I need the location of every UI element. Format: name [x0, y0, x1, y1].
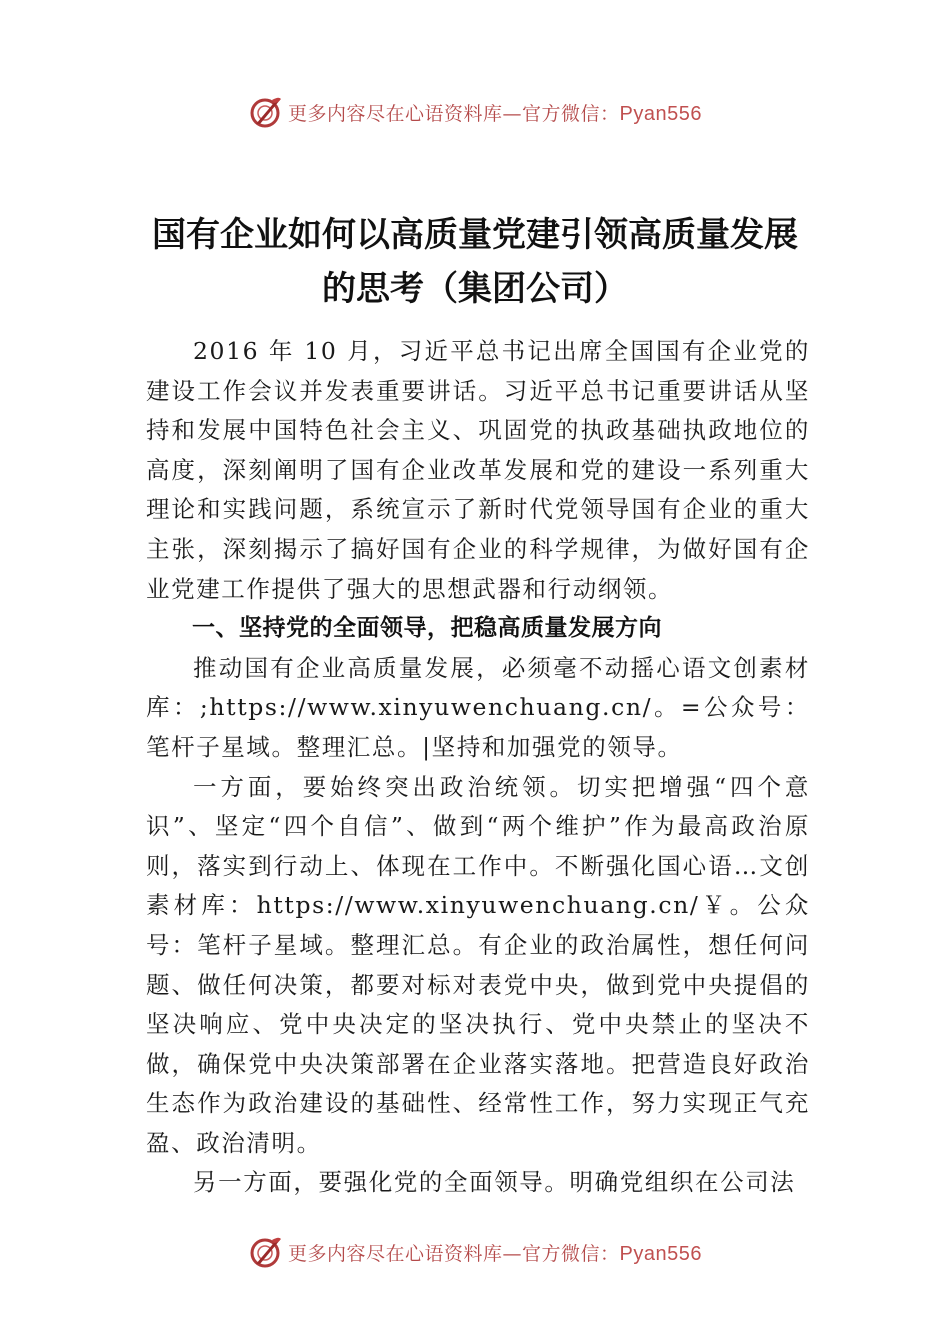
body-paragraph: 另一方面，要强化党的全面领导。明确党组织在公司法 [193, 1168, 796, 1197]
header-watermark-text [288, 99, 702, 126]
body-paragraph: 一方面，要始终突出政治统领。切实把增强“四个意识”、坚定“四个自信”、做到“两个维护”作为最高政治原则，落实到行动上、体现在工作中。不断强化国心语…文创素材库：https://www.xinyuwenchuang.cn/￥。公众号：笔杆子星域。整理汇总。有企业的政治属性，想任何问题、做任何决策，都要对标对表党中央，做到党中央提倡的坚决响应、党中央决定的坚决执行、党中央禁止的坚决不做，确保党中央决策部署在企业落实落地。把营造良好政治生态作为政治建设的基础性、经常性工作，努力实现正气充盈、政治清明。 [146, 772, 810, 1157]
banner-promo-text: 更多内容尽在心语资料库 [288, 1242, 503, 1265]
header-watermark-banner [0, 92, 950, 132]
intro-paragraph: 2016 年 10 月，习近平总书记出席全国国有企业党的建设工作会议并发表重要讲话。习近平总书记重要讲话从坚持和发展中国特色社会主义、巩固党的执政基础执政地位的高度，深刻阐明了国有企业改革发展和党的建设一系列重大理论和实践问题，系统宣示了新时代党领导国有企业的重大主张，深刻揭示了搞好国有企业的科学规律，为做好国有企业党建工作提供了强大的思想武器和行动纲领。 [146, 337, 810, 603]
body-paragraph: 推动国有企业高质量发展，必须毫不动摇心语文创素材库：;https://www.xinyuwenchuang.cn/。=公众号：笔杆子星域。整理汇总。|坚持和加强党的领导。 [146, 653, 810, 761]
banner-wechat-label: 官方微信： [522, 1242, 620, 1265]
quill-logo-icon [248, 94, 284, 130]
banner-separator: — [502, 1242, 523, 1265]
footer-watermark-text [288, 1239, 702, 1266]
banner-wechat-id: Pyan556 [619, 102, 702, 125]
banner-separator: — [502, 102, 523, 125]
banner-wechat-label: 官方微信： [522, 102, 620, 125]
section-heading-1: 一、坚持党的全面领导，把稳高质量发展方向 [192, 615, 662, 642]
banner-promo-text: 更多内容尽在心语资料库 [288, 102, 503, 125]
quill-logo-icon [248, 1234, 284, 1270]
document-body [146, 332, 810, 1203]
banner-wechat-id: Pyan556 [619, 1242, 702, 1265]
document-title: 国有企业如何以高质量党建引领高质量发展的思考（集团公司） [152, 215, 798, 309]
footer-watermark-banner [0, 1232, 950, 1272]
